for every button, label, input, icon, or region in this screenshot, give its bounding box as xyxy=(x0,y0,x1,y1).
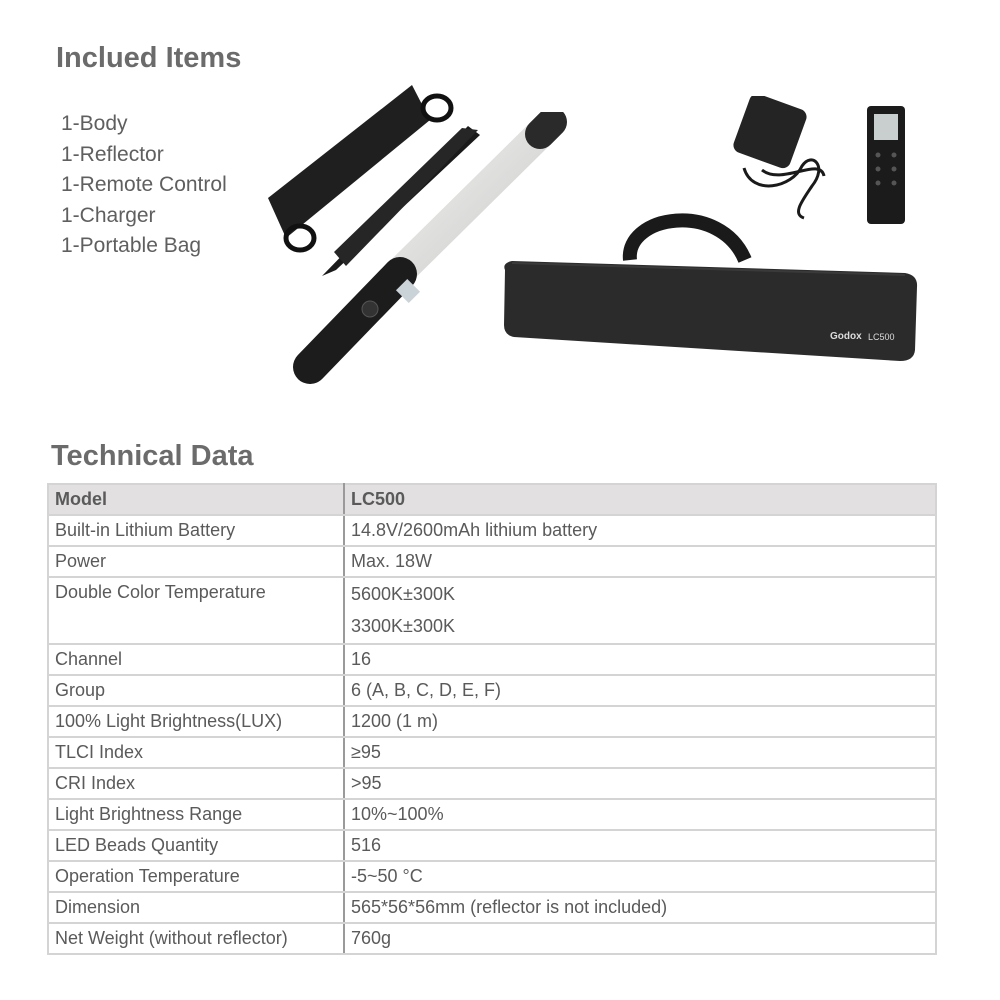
table-row xyxy=(48,675,936,706)
table-row xyxy=(48,768,936,799)
table-row xyxy=(48,577,936,644)
spec-key: LED Beads Quantity xyxy=(48,830,344,861)
spec-value-line: 3300K±300K xyxy=(351,616,455,636)
spec-key: Operation Temperature xyxy=(48,861,344,892)
spec-key: Net Weight (without reflector) xyxy=(48,923,344,954)
spec-value: 516 xyxy=(344,830,936,861)
spec-value: 760g xyxy=(344,923,936,954)
spec-key: Built-in Lithium Battery xyxy=(48,515,344,546)
list-item: 1-Reflector xyxy=(61,142,164,166)
spec-key: TLCI Index xyxy=(48,737,344,768)
spec-value: 1200 (1 m) xyxy=(344,706,936,737)
portable-bag-image xyxy=(500,205,920,365)
list-item: 1-Charger xyxy=(61,203,156,227)
table-row xyxy=(48,644,936,675)
spec-key: Double Color Temperature xyxy=(48,577,344,644)
spec-key: 100% Light Brightness(LUX) xyxy=(48,706,344,737)
table-row xyxy=(48,799,936,830)
included-items-title: Inclued Items xyxy=(56,42,242,74)
list-item: 1-Body xyxy=(61,112,128,135)
spec-value: 6 (A, B, C, D, E, F) xyxy=(344,675,936,706)
spec-value: 10%~100% xyxy=(344,799,936,830)
spec-key: Light Brightness Range xyxy=(48,799,344,830)
technical-data-title: Technical Data xyxy=(51,440,254,472)
spec-key: Dimension xyxy=(48,892,344,923)
spec-key: Channel xyxy=(48,644,344,675)
spec-value: >95 xyxy=(344,768,936,799)
spec-value: 565*56*56mm (reflector is not included) xyxy=(344,892,936,923)
included-items-list xyxy=(61,109,227,262)
spec-value: Max. 18W xyxy=(344,546,936,577)
table-row xyxy=(48,861,936,892)
spec-key: Group xyxy=(48,675,344,706)
spec-value xyxy=(344,577,936,644)
spec-value-line: 5600K±300K xyxy=(351,584,455,604)
header-key: Model xyxy=(48,484,344,515)
spec-value: 14.8V/2600mAh lithium battery xyxy=(344,515,936,546)
table-row xyxy=(48,706,936,737)
header-value: LC500 xyxy=(344,484,936,515)
list-item: 1-Remote Control xyxy=(61,173,227,196)
list-item: 1-Portable Bag xyxy=(61,234,202,257)
spec-key: Power xyxy=(48,546,344,577)
table-row xyxy=(48,515,936,546)
spec-value: -5~50 °C xyxy=(344,861,936,892)
spec-value: 16 xyxy=(344,644,936,675)
spec-value: ≥95 xyxy=(344,737,936,768)
table-row xyxy=(48,737,936,768)
table-row xyxy=(48,892,936,923)
table-row xyxy=(48,546,936,577)
spec-key: CRI Index xyxy=(48,768,344,799)
table-row xyxy=(48,830,936,861)
bag-model-text: LC500 xyxy=(868,332,895,342)
table-row xyxy=(48,923,936,954)
table-header-row xyxy=(48,484,936,515)
bag-logo-text: Godox xyxy=(830,331,862,342)
technical-data-table xyxy=(47,483,937,955)
